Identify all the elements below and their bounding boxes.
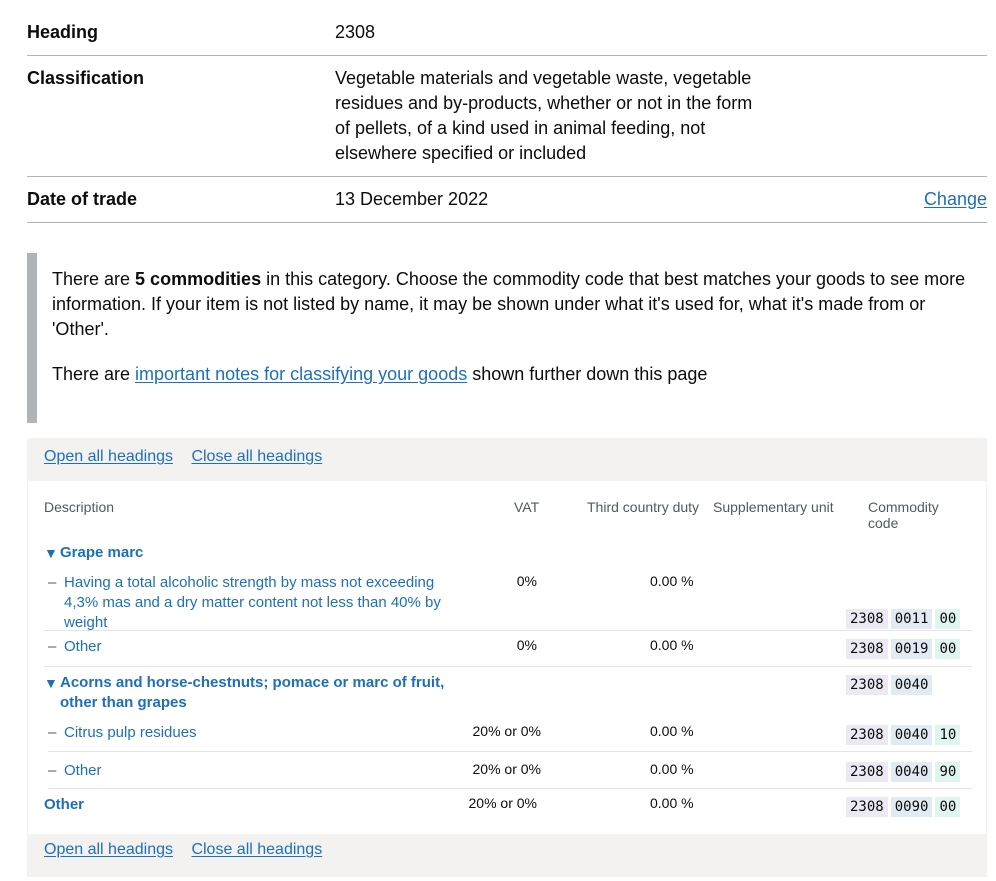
classification-label: Classification bbox=[27, 68, 145, 88]
commodity-code bbox=[846, 797, 963, 817]
indent-dash: – bbox=[48, 762, 57, 779]
commodity-panel bbox=[27, 438, 987, 877]
commodity-code bbox=[846, 725, 963, 745]
commodity-link[interactable]: Other bbox=[44, 796, 85, 813]
classification-value: Vegetable materials and vegetable waste, vegetable residues and by-products, whether or not in the form of pellets, of a kind used in animal feeding, not elsewhere specified or included bbox=[335, 68, 753, 163]
code-part: 0090 bbox=[891, 797, 933, 817]
table-row[interactable] bbox=[44, 667, 972, 717]
date-value: 13 December 2022 bbox=[335, 189, 489, 209]
code-part: 00 bbox=[935, 797, 960, 817]
col-code: Commodity code bbox=[868, 499, 939, 531]
code-part: 0040 bbox=[891, 762, 933, 782]
indent-dash: – bbox=[48, 574, 57, 591]
table-header bbox=[44, 481, 972, 537]
code-part: 10 bbox=[935, 725, 960, 745]
indent-dash: – bbox=[48, 638, 57, 655]
vat-value: 20% or 0% bbox=[472, 761, 541, 777]
important-notes-link[interactable]: important notes for classifying your goods bbox=[135, 364, 468, 384]
code-part: 90 bbox=[935, 762, 960, 782]
heading-value: 2308 bbox=[335, 22, 376, 42]
date-label: Date of trade bbox=[27, 189, 138, 209]
vat-value: 0% bbox=[516, 637, 537, 653]
col-vat: VAT bbox=[514, 499, 540, 515]
indent-dash: – bbox=[48, 724, 57, 741]
commodity-code bbox=[846, 762, 963, 782]
vat-value: 20% or 0% bbox=[468, 795, 537, 811]
expand-triangle-icon[interactable]: ▼ bbox=[44, 545, 58, 561]
code-part: 0040 bbox=[891, 725, 933, 745]
commodity-link[interactable]: Other bbox=[64, 638, 102, 655]
commodity-code bbox=[846, 639, 963, 659]
close-all-headings-link[interactable]: Close all headings bbox=[191, 448, 323, 465]
code-part: 00 bbox=[935, 639, 960, 659]
inset-paragraph-notes bbox=[52, 362, 987, 387]
table-row[interactable] bbox=[44, 631, 972, 667]
vat-value: 0% bbox=[516, 573, 537, 589]
duty-value: 0.00 % bbox=[650, 637, 694, 653]
duty-value: 0.00 % bbox=[650, 761, 694, 777]
commodity-link[interactable]: Other bbox=[64, 762, 102, 779]
expand-triangle-icon[interactable]: ▼ bbox=[44, 675, 58, 691]
change-date-link[interactable]: Change bbox=[923, 189, 987, 209]
commodity-code bbox=[846, 609, 963, 629]
summary-row-date bbox=[27, 177, 987, 223]
inset-text-part: There are bbox=[52, 364, 136, 384]
duty-value: 0.00 % bbox=[650, 573, 694, 589]
code-part: 0011 bbox=[891, 609, 933, 629]
table-row[interactable] bbox=[48, 717, 972, 752]
open-all-headings-link[interactable]: Open all headings bbox=[44, 841, 173, 858]
open-all-headings-link[interactable]: Open all headings bbox=[44, 448, 173, 465]
col-description: Description bbox=[44, 499, 115, 515]
duty-value: 0.00 % bbox=[650, 795, 694, 811]
code-part: 2308 bbox=[846, 609, 888, 629]
summary-row-classification bbox=[27, 56, 987, 177]
inset-text bbox=[27, 253, 987, 423]
vat-value: 20% or 0% bbox=[472, 723, 541, 739]
code-part: 00 bbox=[935, 609, 960, 629]
summary-row-heading bbox=[27, 10, 987, 56]
inset-paragraph-commodities bbox=[52, 267, 987, 342]
table-row[interactable] bbox=[44, 567, 972, 631]
code-part: 0040 bbox=[891, 675, 933, 695]
commodity-code bbox=[846, 675, 935, 695]
inset-text-part: shown further down this page bbox=[467, 364, 708, 384]
table-row[interactable] bbox=[44, 537, 972, 567]
commodity-count: 5 commodities bbox=[135, 269, 262, 289]
col-supplementary: Supplementary unit bbox=[713, 499, 834, 515]
heading-controls-bottom bbox=[28, 834, 986, 876]
heading-label: Heading bbox=[27, 22, 99, 42]
code-part: 2308 bbox=[846, 762, 888, 782]
duty-value: 0.00 % bbox=[650, 723, 694, 739]
inset-text-part: There are bbox=[52, 269, 136, 289]
code-part: 2308 bbox=[846, 639, 888, 659]
heading-acorns[interactable]: Acorns and horse-chestnuts; pomace or marc of fruit, other than grapes bbox=[60, 674, 445, 711]
table-row[interactable] bbox=[44, 789, 972, 825]
heading-controls-top bbox=[28, 439, 986, 481]
commodity-link[interactable]: Having a total alcoholic strength by mass not exceeding 4,3% mas and a dry matter content not less than 40% by weight bbox=[64, 574, 441, 631]
summary-list bbox=[27, 10, 987, 223]
code-part: 2308 bbox=[846, 675, 888, 695]
commodity-link[interactable]: Citrus pulp residues bbox=[64, 724, 197, 741]
inset-text-part: in this category. Choose the commodity code that best matches your goods to see more information. If your item is not listed by name, it may be shown under what it's used for, what it's made from or 'Other'. bbox=[52, 269, 966, 339]
close-all-headings-link[interactable]: Close all headings bbox=[191, 841, 323, 858]
commodity-table bbox=[44, 481, 972, 825]
code-part: 2308 bbox=[846, 797, 888, 817]
col-duty: Third country duty bbox=[587, 499, 700, 515]
heading-grape-marc[interactable]: Grape marc bbox=[60, 544, 144, 561]
code-part: 0019 bbox=[891, 639, 933, 659]
code-part: 2308 bbox=[846, 725, 888, 745]
table-row[interactable] bbox=[48, 752, 972, 789]
